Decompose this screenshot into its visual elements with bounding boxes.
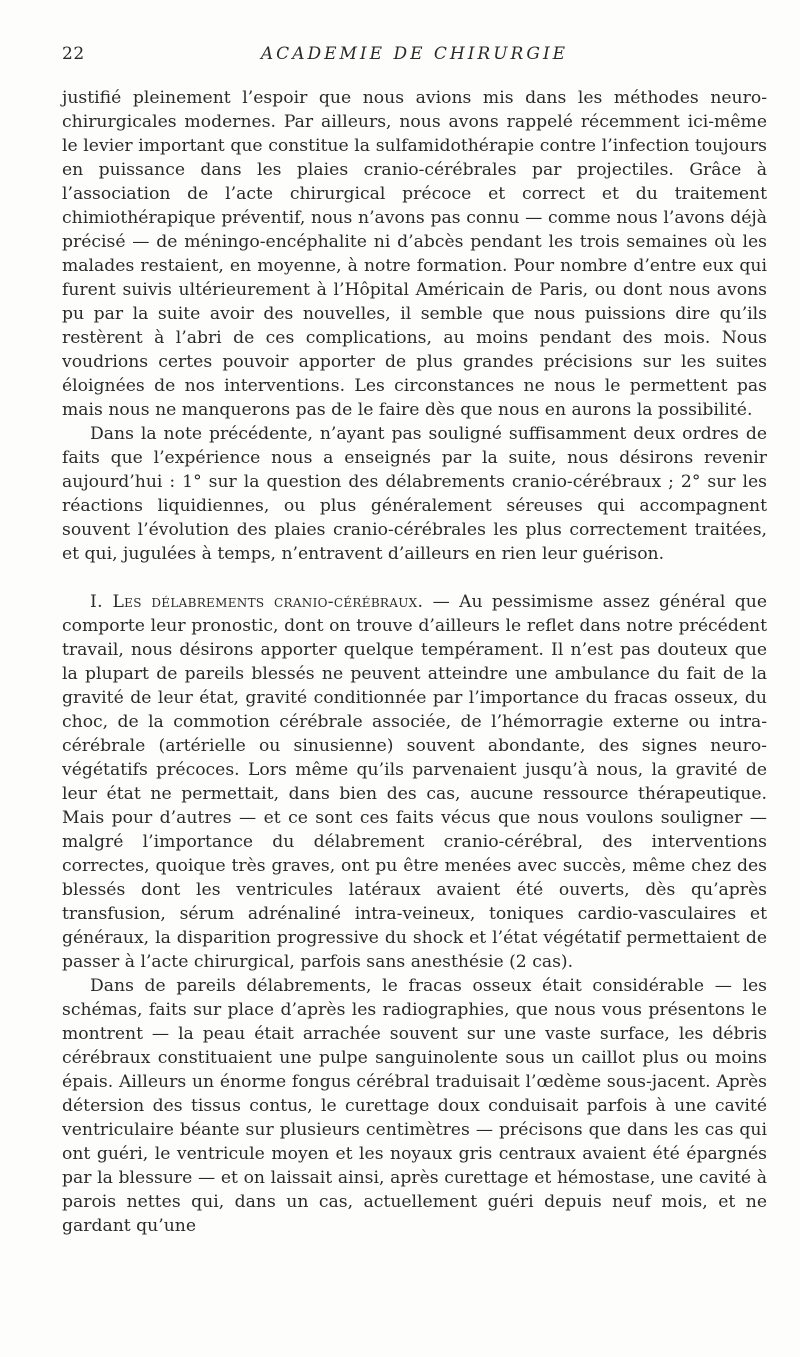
section-paragraph (62, 590, 767, 974)
body-text (62, 86, 767, 1238)
paragraph: Dans de pareils délabrements, le fracas osseux était considérable — les schémas, faits sur place d’après les radiographies, que nous vous présentons le montrent — la peau était arrachée souvent sur une vaste surface, les débris cérébraux constituaient une pulpe sanguinolente sous un caillot plus ou moins épais. Ailleurs un énorme fongus cérébral traduisait l’œdème sous-jacent. Après détersion des tissus contus, le curettage doux conduisait parfois à une cavité ventriculaire béante sur plusieurs centimètres — précisons que dans les cas qui ont guéri, le ventricule moyen et les noyaux gris centraux avaient été épargnés par la blessure — et on laissait ainsi, après curettage et hémostase, une cavité à parois nettes qui, dans un cas, actuellement guéri depuis neuf mois, et ne gardant qu’une (62, 976, 767, 1236)
paragraph: Dans la note précédente, n’ayant pas souligné suffisamment deux ordres de faits que l’expérience nous a enseignés par la suite, nous désirons revenir aujourd’hui : 1° sur la question des délabrements cranio-cérébraux ; 2° sur les réactions liquidiennes, ou plus généralement séreuses qui accompagnent souvent l’évolution des plaies cranio-cérébrales les plus correctement traitées, et qui, jugulées à temps, n’entravent d’ailleurs en rien leur guérison. (62, 424, 767, 564)
paragraph-continued: justifié pleinement l’espoir que nous avions mis dans les méthodes neuro-chirurgicales modernes. Par ailleurs, nous avons rappelé récemment ici-même le levier important que constitue la sulfamidothérapie contre l’infection toujours en puissance dans les plaies cranio-cérébrales par projectiles. Grâce à l’association de l’acte chirurgical précoce et correct et du traitement chimiothérapique préventif, nous n’avons pas connu — comme nous l’avons déjà précisé — de méningo-encéphalite ni d’abcès pendant les trois semaines où les malades restaient, en moyenne, à notre formation. Pour nombre d’entre eux qui furent suivis ultérieurement à l’Hôpital Américain de Paris, ou dont nous avons pu par la suite avoir des nouvelles, il semble que nous puissions dire qu’ils restèrent à l’abri de ces complications, au moins pendant des mois. Nous voudrions certes pouvoir apporter de plus grandes précisions sur les suites éloignées de nos interventions. Les circonstances ne nous le permettent pas mais nous ne manquerons pas de le faire dès que nous en aurons la possibilité. (62, 88, 767, 420)
running-head: ACADEMIE DE CHIRURGIE (260, 44, 569, 64)
section-paragraph-text: — Au pessimisme assez général que comporte leur pronostic, dont on trouve d’ailleurs le reflet dans notre précédent travail, nous désirons apporter quelque tempérament. Il n’est pas douteux que la plupart de pareils blessés ne peuvent atteindre une ambulance du fait de la gravité de leur état, gravité conditionnée par l’importance du fracas osseux, du choc, de la commotion cérébrale associée, de l’hémorragie externe ou intra-cérébrale (artérielle ou sinusienne) souvent abondante, des signes neuro-végétatifs précoces. Lors même qu’ils parvenaient jusqu’à nous, la gravité de leur état ne permettait, dans bien des cas, aucune ressource thérapeutique. Mais pour d’autres — et ce sont ces faits vécus que nous voulons souligner — malgré l’importance du délabrement cranio-cérébral, des interventions correctes, quoique très graves, ont pu être menées avec succès, même chez des blessés dont les ventricules latéraux avaient été ouverts, dès qu’après transfusion, sérum adrénaliné intra-veineux, toniques cardio-vasculaires et généraux, la disparition progressive du shock et l’état végétatif permettaient de passer à l’acte chirurgical, parfois sans anesthésie (2 cas). (62, 592, 767, 972)
page-header (62, 40, 767, 70)
page-number: 22 (62, 44, 85, 64)
section-heading: I. Les délabrements cranio-cérébraux. (90, 592, 424, 612)
